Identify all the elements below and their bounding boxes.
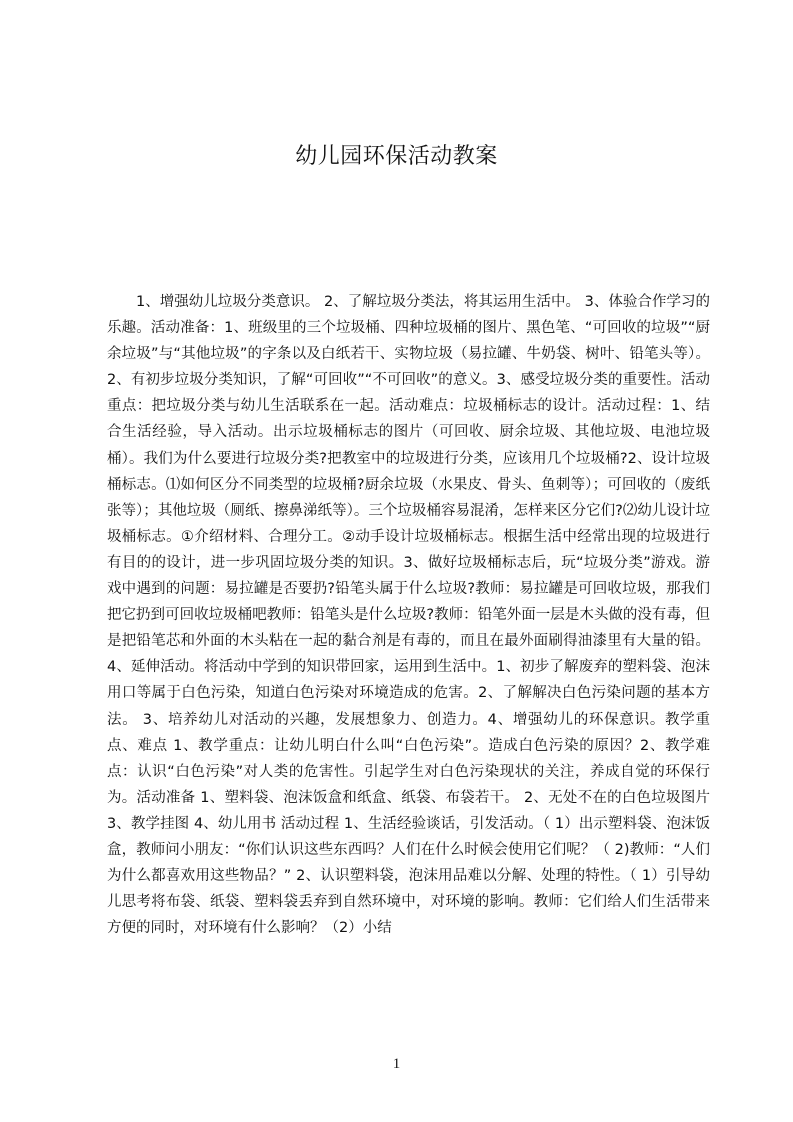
- page-title: 幼儿园环保活动教案: [295, 144, 498, 169]
- page-number: 1: [392, 1056, 401, 1072]
- body-paragraph: 1、增强幼儿垃圾分类意识。 2、了解垃圾分类法，将其运用生活中。 3、体验合作学习的乐趣。活动准备：1、班级里的三个垃圾桶、四种垃圾桶的图片、黑色笔、“可回收的垃圾”“厨余垃圾”与“其他垃圾”的字条以及白纸若干、实物垃圾（易拉罐、牛奶袋、树叶、铅笔头等）。2、有初步垃圾分类知识，了解“可回收”“不可回收”的意义。3、感受垃圾分类的重要性。活动重点：把垃圾分类与幼儿生活联系在一起。活动难点：垃圾桶标志的设计。活动过程：1、结合生活经验，导入活动。出示垃圾桶标志的图片（可回收、厨余垃圾、其他垃圾、电池垃圾桶）。我们为什么要进行垃圾分类?把教室中的垃圾进行分类，应该用几个垃圾桶?2、设计垃圾桶标志。⑴如何区分不同类型的垃圾桶?厨余垃圾（水果皮、骨头、鱼刺等）；可回收的（废纸张等）；其他垃圾（厕纸、擦鼻涕纸等）。三个垃圾桶容易混淆，怎样来区分它们?⑵幼儿设计垃圾桶标志。①介绍材料、合理分工。②动手设计垃圾桶标志。根据生活中经常出现的垃圾进行有目的的设计，进一步巩固垃圾分类的知识。3、做好垃圾桶标志后，玩“垃圾分类”游戏。游戏中遇到的问题：易拉罐是否要扔?铅笔头属于什么垃圾?教师：易拉罐是可回收垃圾，那我们把它扔到可回收垃圾桶吧教师：铅笔头是什么垃圾?教师：铅笔外面一层是木头做的没有毒，但是把铅笔芯和外面的木头粘在一起的黏合剂是有毒的，而且在最外面刷得油漆里有大量的铅。4、延伸活动。将活动中学到的知识带回家，运用到生活中。1、初步了解废弃的塑料袋、泡沫用口等属于白色污染，知道白色污染对环境造成的危害。2、了解解决白色污染问题的基本方法。 3、培养幼儿对活动的兴趣，发展想象力、创造力。4、增强幼儿的环保意识。教学重点、难点 1、教学重点：让幼儿明白什么叫“白色污染”。造成白色污染的原因？2、教学难点：认识“白色污染”对人类的危害性。引起学生对白色污染现状的关注，养成自觉的环保行为。活动准备 1、塑料袋、泡沫饭盒和纸盒、纸袋、布袋若干。 2、无处不在的白色垃圾图片 3、教学挂图 4、幼儿用书 活动过程 1、生活经验谈话，引发活动。（ 1）出示塑料袋、泡沫饭盒，教师问小朋友：“你们认识这些东西吗？人们在什么时候会使用它们呢？（ 2)教师：“人们为什么都喜欢用这些物品？” 2、认识塑料袋，泡沫用品难以分解、处理的特性。（ 1）引导幼儿思考将布袋、纸袋、塑料袋丢弃到自然环境中，对环境的影响。教师：它们给人们生活带来方便的同时，对环境有什么影响？（2）小结: [107, 294, 710, 937]
